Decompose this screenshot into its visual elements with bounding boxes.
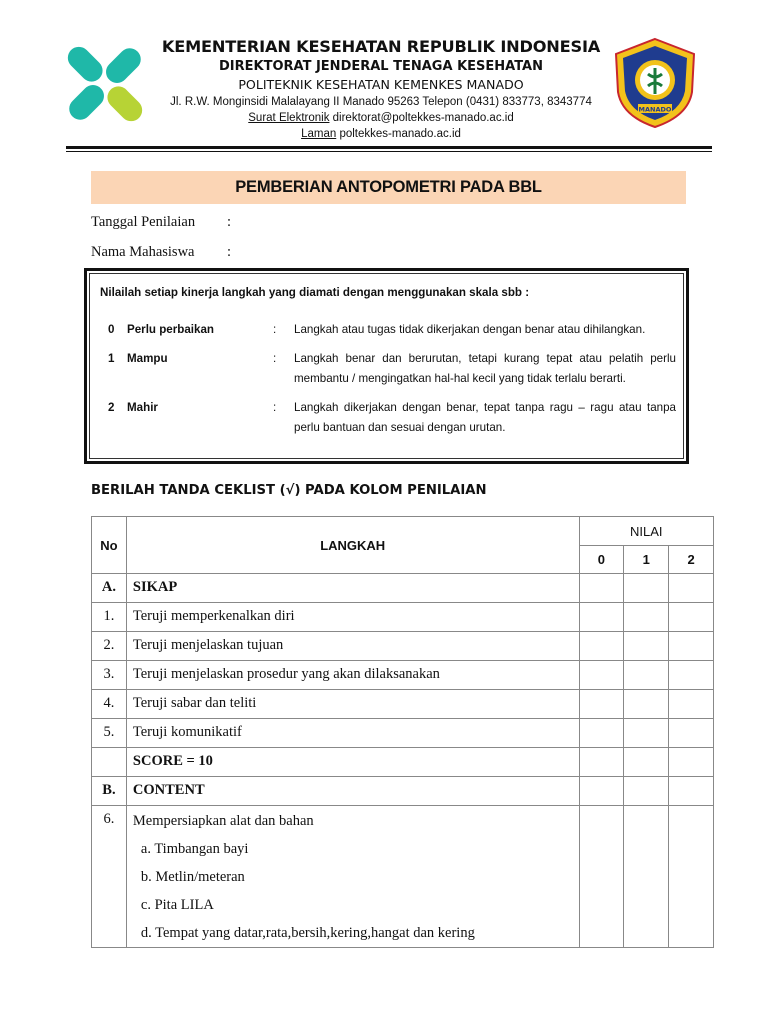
table-header-row — [92, 517, 714, 546]
rating-scale-intro: Nilailah setiap kinerja langkah yang diamati dengan menggunakan skala sbb : — [100, 286, 530, 299]
ministry-name: KEMENTERIAN KESEHATAN REPUBLIK INDONESIA — [161, 37, 601, 56]
section-title: CONTENT — [126, 777, 579, 806]
list-item: c. Pita LILA — [140, 897, 214, 913]
scale-description: Langkah dikerjakan dengan benar, tepat tanpa ragu – ragu atau tanpa perlu bantuan dan sesuai dengan urutan. — [294, 401, 676, 434]
value-cell-0[interactable] — [579, 603, 624, 632]
value-cell-1[interactable] — [624, 719, 669, 748]
student-name-label: Nama Mahasiswa — [91, 244, 195, 260]
scale-description: Langkah atau tugas tidak dikerjakan dengan benar atau dihilangkan. — [294, 323, 646, 336]
list-item: a. Timbangan bayi — [140, 841, 249, 857]
poltekkes-seal — [608, 36, 702, 130]
scale-colon: : — [273, 401, 277, 414]
section-number: B. — [92, 777, 127, 806]
directorate-name: DIREKTORAT JENDERAL TENAGA KESEHATAN — [219, 59, 543, 74]
scale-number: 1 — [108, 352, 115, 365]
value-cell-2[interactable] — [669, 748, 714, 777]
scale-term: Perlu perbaikan — [127, 323, 214, 336]
email-line — [150, 110, 612, 126]
value-cell-2[interactable] — [669, 806, 714, 948]
date-row — [91, 214, 232, 231]
table-row — [92, 661, 714, 690]
email-label: Surat Elektronik — [248, 112, 330, 124]
scale-description: Langkah benar dan berurutan, tetapi kurang tepat atau pelatih perlu membantu / mengingatkan hal-hal kecil yang tidak terlalu berarti. — [294, 352, 676, 385]
list-item: d. Tempat yang datar,rata,bersih,kering,hangat dan kering — [140, 925, 475, 941]
row-step: Teruji memperkenalkan diri — [126, 603, 579, 632]
value-cell-1[interactable] — [624, 574, 669, 603]
value-cell-1[interactable] — [624, 661, 669, 690]
value-cell-1[interactable] — [624, 632, 669, 661]
row-number: 6. — [92, 806, 127, 948]
letterhead-rule-thin — [66, 151, 712, 152]
value-cell-1[interactable] — [624, 603, 669, 632]
table-row — [92, 719, 714, 748]
table-row — [92, 632, 714, 661]
row-step-group — [126, 806, 579, 948]
header-step: LANGKAH — [126, 517, 579, 574]
value-cell-0[interactable] — [579, 777, 624, 806]
email-address: direktorat@poltekkes-manado.ac.id — [332, 112, 514, 124]
scale-term: Mahir — [127, 401, 158, 414]
score-row — [92, 748, 714, 777]
institution-name: POLITEKNIK KESEHATAN KEMENKES MANADO — [238, 77, 524, 92]
table-row — [92, 690, 714, 719]
row-number: 2. — [92, 632, 127, 661]
value-cell-1[interactable] — [624, 690, 669, 719]
section-row — [92, 777, 714, 806]
date-label: Tanggal Penilaian — [91, 214, 196, 230]
scale-number: 2 — [108, 401, 115, 414]
web-address: poltekkes-manado.ac.id — [339, 128, 461, 140]
row-number: 3. — [92, 661, 127, 690]
value-cell-2[interactable] — [669, 603, 714, 632]
scale-number: 0 — [108, 323, 115, 336]
section-title: SIKAP — [126, 574, 579, 603]
value-cell-0[interactable] — [579, 748, 624, 777]
header-value-0: 0 — [579, 546, 624, 574]
value-cell-1[interactable] — [624, 748, 669, 777]
address: Jl. R.W. Monginsidi Malalayang II Manado 95263 Telepon (0431) 833773, 8343774 — [170, 96, 592, 108]
student-name-colon: : — [227, 244, 232, 260]
form-title: PEMBERIAN ANTOPOMETRI PADA BBL — [235, 178, 542, 196]
row-step: Teruji menjelaskan prosedur yang akan dilaksanakan — [126, 661, 579, 690]
row-step: Mempersiapkan alat dan bahan — [132, 813, 314, 829]
checklist-instruction: BERILAH TANDA CEKLIST (√) PADA KOLOM PENILAIAN — [91, 483, 487, 498]
letterhead-rule-thick — [66, 146, 712, 149]
row-number: 1. — [92, 603, 127, 632]
value-cell-0[interactable] — [579, 632, 624, 661]
date-colon: : — [227, 214, 232, 230]
value-cell-1[interactable] — [624, 806, 669, 948]
value-cell-2[interactable] — [669, 661, 714, 690]
scale-term: Mampu — [127, 352, 168, 365]
row-number: 4. — [92, 690, 127, 719]
value-cell-2[interactable] — [669, 777, 714, 806]
value-cell-0[interactable] — [579, 661, 624, 690]
header-value: NILAI — [579, 517, 713, 546]
value-cell-0[interactable] — [579, 806, 624, 948]
score-label: SCORE = 10 — [126, 748, 579, 777]
section-row — [92, 574, 714, 603]
rating-scale-box — [84, 268, 689, 464]
value-cell-1[interactable] — [624, 777, 669, 806]
scale-colon: : — [273, 323, 277, 336]
student-name-row — [91, 244, 232, 261]
value-cell-0[interactable] — [579, 719, 624, 748]
row-step: Teruji komunikatif — [126, 719, 579, 748]
row-step: Teruji sabar dan teliti — [126, 690, 579, 719]
web-line — [150, 126, 612, 142]
form-title-band — [91, 171, 686, 204]
table-row — [92, 806, 714, 948]
rating-scale-inner — [89, 273, 684, 459]
kemenkes-logo — [60, 36, 150, 132]
header-value-1: 1 — [624, 546, 669, 574]
value-cell-0[interactable] — [579, 690, 624, 719]
seal-text: MANADO — [638, 105, 672, 114]
letterhead-text — [150, 36, 612, 142]
row-number: 5. — [92, 719, 127, 748]
assessment-table — [91, 516, 714, 948]
letterhead — [60, 30, 710, 152]
row-step: Teruji menjelaskan tujuan — [126, 632, 579, 661]
header-value-2: 2 — [669, 546, 714, 574]
value-cell-0[interactable] — [579, 574, 624, 603]
list-item: b. Metlin/meteran — [140, 869, 245, 885]
value-cell-2[interactable] — [669, 632, 714, 661]
table-row — [92, 603, 714, 632]
web-label: Laman — [301, 128, 337, 140]
value-cell-2[interactable] — [669, 574, 714, 603]
score-number-cell — [92, 748, 127, 777]
section-number: A. — [92, 574, 127, 603]
header-no: No — [92, 517, 127, 574]
value-cell-2[interactable] — [669, 690, 714, 719]
value-cell-2[interactable] — [669, 719, 714, 748]
scale-colon: : — [273, 352, 277, 365]
